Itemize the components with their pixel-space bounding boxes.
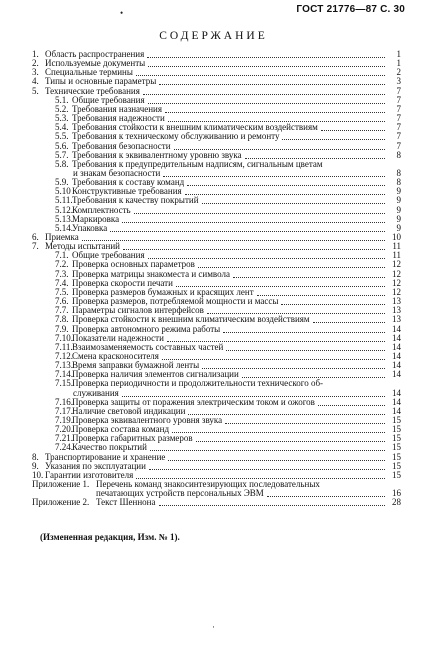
toc-page-number: 3: [396, 76, 401, 87]
toc-page-number: 8: [396, 177, 401, 188]
toc-entry-title: Проверка наличия элементов сигнализации: [72, 369, 239, 380]
toc-entry-title: Комплектность: [72, 204, 131, 215]
toc-entry-number: 7.5.: [55, 286, 69, 297]
toc-entry-title: Маркировка: [72, 213, 120, 224]
toc-entry-title: Проверка автономного режима работы: [72, 323, 221, 334]
toc-entry-title: Перечень команд знакосинтезирующих последовательных: [96, 479, 320, 490]
toc-entry-number: 7.13.: [55, 360, 73, 371]
toc-page-number: 16: [392, 488, 401, 499]
toc-page-number: 14: [392, 332, 401, 343]
toc-entry-title: Упаковка: [72, 222, 108, 233]
toc-entry-number: 5.9.: [55, 177, 69, 188]
toc-page-number: 14: [392, 341, 401, 352]
toc-entry-number: 3.: [32, 67, 39, 78]
toc-entry-number: 7.21.: [55, 433, 73, 444]
toc-entry-number: 7.14.: [55, 369, 73, 380]
toc-entry-number: 10.: [32, 469, 44, 480]
toc-entry-title: Время заправки бумажной ленты: [72, 360, 200, 371]
toc-page-number: 9: [396, 213, 401, 224]
toc-entry-title: Указания по эксплуатации: [45, 460, 146, 471]
toc-entry-number: 6.: [32, 232, 39, 242]
toc-page-number: 15: [392, 460, 401, 471]
leader-dots: [242, 367, 385, 378]
toc-entry-number: 7.11.: [55, 341, 73, 352]
toc-entry-title: Приемка: [45, 232, 79, 242]
toc-page-number: 15: [392, 415, 401, 425]
toc-entry-number: 7.24.: [55, 442, 73, 453]
toc-entry-title: Качество покрытий: [72, 442, 147, 453]
toc-page-number: 7: [396, 85, 401, 96]
toc-entry-number: 7.15.: [55, 378, 73, 389]
toc-entry-title: Используемые документы: [45, 58, 146, 69]
toc-page-number: 12: [392, 286, 401, 297]
page-header: ГОСТ 21776—87 С. 30: [296, 4, 405, 15]
toc-page-number: 9: [396, 204, 401, 215]
toc-entry-number: 7.2.: [55, 259, 69, 270]
leader-dots: [159, 495, 385, 506]
toc-entry-title: и знакам безопасности: [73, 167, 161, 178]
toc-entry-title: Взаимозаменяемость составных частей: [72, 341, 224, 352]
toc-page-number: 8: [396, 167, 401, 178]
toc-entry-title: Конструктивные требования: [72, 186, 182, 197]
toc-page-number: 11: [392, 250, 401, 261]
toc-entry-title: Требования стойкости к внешним климатическим воздействиям: [72, 122, 318, 133]
toc-entry-title: Гарантии изготовителя: [45, 469, 134, 480]
toc-entry-number: 7.12.: [55, 350, 73, 361]
toc-page-number: 12: [392, 277, 401, 288]
toc-entry-number: 5.7.: [55, 149, 69, 160]
toc-entry-title: Показатели надежности: [72, 332, 164, 343]
toc-entry-number: 7.9.: [55, 323, 69, 334]
toc-entry-title: Проверка скорости печати: [72, 277, 173, 288]
toc-page-number: 28: [392, 497, 401, 508]
toc-page-number: 7: [396, 122, 401, 133]
toc-entry-title: Область распространения: [45, 49, 145, 59]
toc-page-number: 13: [392, 314, 401, 325]
toc-page-number: 7: [396, 113, 401, 124]
toc-entry-number: 5.8.: [55, 158, 69, 169]
toc-entry-title: Проверка основных параметров: [72, 259, 195, 270]
toc-page-number: 7: [396, 94, 401, 105]
amendment-note: (Измененная редакция, Изм. № 1).: [40, 532, 180, 542]
toc-entry-title: Параметры сигналов интерфейсов: [72, 305, 204, 316]
toc-page-number: 7: [396, 103, 401, 114]
toc-entry-number: 5.5.: [55, 131, 69, 142]
toc-entry-number: 7.19.: [55, 415, 73, 425]
toc-entry-number: 7.10.: [55, 332, 73, 343]
toc-entry-title: Требования безопасности: [72, 140, 171, 151]
toc-entry-number: 5.12.: [55, 204, 73, 215]
toc-entry-number: 8.: [32, 451, 39, 462]
toc-page-number: 10: [392, 232, 401, 242]
toc-entry-title: Типы и основные параметры: [45, 76, 157, 87]
toc-entry-title: Смена красконосителя: [72, 350, 159, 361]
toc-entry-number: 5.2.: [55, 103, 69, 114]
leader-dots: [136, 468, 385, 479]
toc-entry-number: 7.: [32, 241, 39, 252]
toc-page-number: 14: [392, 387, 401, 398]
toc-entry-title: Общие требования: [72, 250, 145, 261]
toc-entry-number: 5.4.: [55, 122, 69, 133]
toc-entry-title: Технические требования: [45, 85, 140, 96]
toc-page-number: 12: [392, 259, 401, 270]
toc-entry-title: Требования надежности: [72, 113, 165, 124]
toc-entry-number: 5.: [32, 85, 39, 96]
toc-entry-title: Проверка размеров, потребляемой мощности и массы: [72, 296, 279, 307]
toc-entry-number: 9.: [32, 460, 39, 471]
toc-entry-title: Проверка матрицы знакоместа и символа: [72, 268, 230, 279]
toc-entry-number: 7.20.: [55, 424, 73, 435]
toc-page-number: 14: [392, 360, 401, 371]
toc-entry-number: 4.: [32, 76, 39, 87]
toc-page-number: 8: [396, 149, 401, 160]
toc-page-number: 15: [392, 469, 401, 480]
toc-entry-title: Специальные термины: [45, 67, 133, 78]
toc-page-number: 2: [396, 67, 401, 78]
toc-entry-number: Приложение 1.: [32, 479, 90, 490]
toc-page-number: 13: [392, 296, 401, 307]
toc-page-number: 11: [392, 241, 401, 252]
toc-entry: [0, 497, 427, 507]
toc-page-number: 12: [392, 268, 401, 279]
toc-entry-number: 5.1.: [55, 94, 69, 105]
toc-page-number: 1: [396, 58, 401, 69]
toc-entry-number: 7.6.: [55, 296, 69, 307]
scan-mark: ·: [212, 622, 215, 632]
toc-entry-title: служивания: [73, 387, 119, 398]
toc-entry-title: Проверка эквивалентного уровня звука: [72, 415, 223, 425]
toc-entry-number: 7.16.: [55, 396, 73, 407]
toc-entry-number: 7.4.: [55, 277, 69, 288]
toc-page-number: 15: [392, 451, 401, 462]
toc-page-number: 14: [392, 350, 401, 361]
toc-entry-number: 7.8.: [55, 314, 69, 325]
toc-page-number: 14: [392, 405, 401, 416]
toc-entry-number: 5.3.: [55, 113, 69, 124]
toc-page-number: 14: [392, 369, 401, 380]
toc-entry-title: Проверка периодичности и продолжительности технического об-: [72, 378, 324, 389]
toc-entry-title: Требования к предупредительным надписям, сигнальным цветам: [72, 158, 323, 169]
toc-page-number: 7: [396, 140, 401, 151]
toc-page-number: 1: [396, 49, 401, 59]
toc-page-number: 13: [392, 305, 401, 316]
toc-entry-title: печатающих устройств персональных ЭВМ: [96, 488, 264, 499]
leader-dots: [245, 148, 385, 159]
toc-entry-number: 5.14.: [55, 222, 73, 233]
toc-entry-number: 7.3.: [55, 268, 69, 279]
toc-entry-number: 7.7.: [55, 305, 69, 316]
toc-page-number: 15: [392, 424, 401, 435]
toc-entry-number: 7.1.: [55, 250, 69, 261]
toc-page-number: 15: [392, 442, 401, 453]
toc-entry-title: Проверка габаритных размеров: [72, 433, 193, 444]
toc-entry-number: 5.6.: [55, 140, 69, 151]
toc-page-number: 9: [396, 186, 401, 197]
toc-entry-title: Текст Шеннона: [96, 497, 156, 508]
toc-entry-number: 7.17.: [55, 405, 73, 416]
toc-page-number: 9: [396, 222, 401, 233]
page-title: СОДЕРЖАНИЕ: [159, 30, 268, 42]
toc-entry-number: 5.10: [55, 186, 71, 197]
toc-entry-title: Требования к качеству покрытий: [72, 195, 199, 206]
toc-entry-title: Проверка размеров бумажных и красящих лент: [72, 286, 254, 297]
toc-entry-title: Методы испытаний: [45, 241, 120, 252]
toc-entry-title: Проверка стойкости к внешним климатическим воздействиям: [72, 314, 310, 325]
toc-entry-title: Проверка защиты от поражения электрическим током и ожогов: [72, 396, 315, 407]
toc-entry-title: Требования назначения: [72, 103, 162, 114]
toc-page-number: 9: [396, 195, 401, 206]
toc-entry-title: Требования к эквивалентному уровню звука: [72, 149, 242, 160]
toc-entry-title: Требования к техническому обслуживанию и ремонту: [72, 131, 280, 142]
scan-mark: •: [120, 8, 124, 18]
toc-entry-title: Требования к составу команд: [72, 177, 185, 188]
toc-page-number: 15: [392, 433, 401, 444]
toc-entry-title: Транспортирование и хранение: [45, 451, 166, 462]
toc-page-number: 7: [396, 131, 401, 142]
toc-page-number: 14: [392, 323, 401, 334]
toc-entry-number: 5.11.: [55, 195, 73, 206]
toc-entry-title: Общие требования: [72, 94, 145, 105]
toc-entry-number: Приложение 2.: [32, 497, 90, 508]
toc-entry-title: Проверка состава команд: [72, 424, 170, 435]
toc-entry-number: 5.13.: [55, 213, 73, 224]
toc-entry-number: 1.: [32, 49, 39, 59]
toc-entry-number: 2.: [32, 58, 39, 69]
toc-page-number: 14: [392, 396, 401, 407]
toc-entry-title: Наличие световой индикации: [72, 405, 186, 416]
